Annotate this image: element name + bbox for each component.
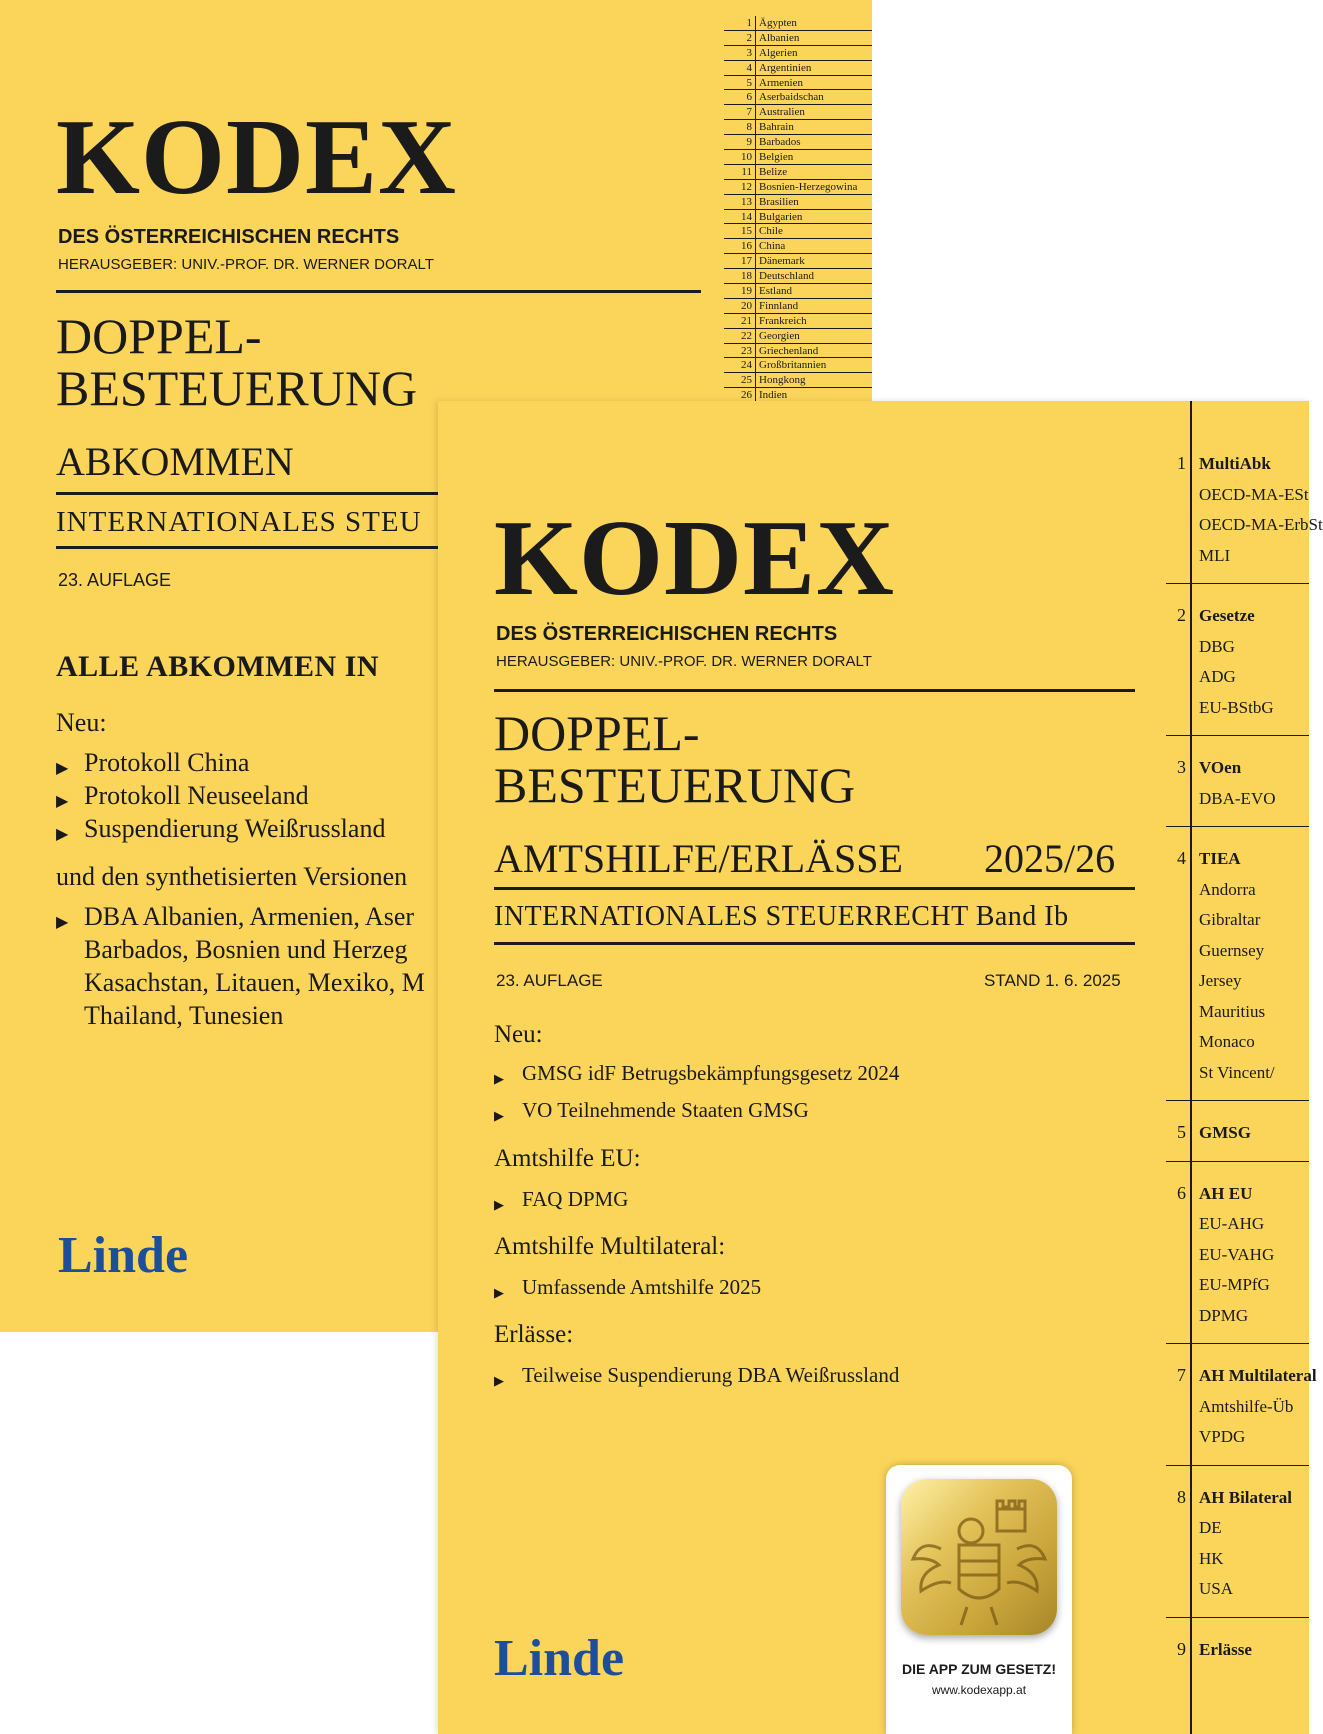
register-divider <box>1166 1343 1309 1344</box>
register-divider <box>1166 1100 1309 1101</box>
register-number: 16 <box>724 239 756 253</box>
divider <box>56 290 701 293</box>
edition: 23. AUFLAGE <box>496 971 603 990</box>
title-line2: BESTEUERUNG <box>494 757 856 813</box>
title-line1: DOPPEL- <box>494 705 700 761</box>
list-item: ▶ GMSG idF Betrugsbekämpfungsgesetz 2024 <box>494 1055 899 1092</box>
synth-text: und den synthetisierten Versionen <box>56 862 408 891</box>
register-number: 18 <box>724 269 756 283</box>
register-number: 23 <box>724 344 756 358</box>
register-row <box>724 284 872 299</box>
register-heading: GMSG <box>1199 1123 1251 1142</box>
list-item: ▶ Protokoll Neuseeland <box>56 779 385 812</box>
section-heading: Amtshilfe Multilateral: <box>494 1233 726 1260</box>
register-row <box>724 120 872 135</box>
register-item: DBA-EVO <box>1199 788 1276 808</box>
register-item: ADG <box>1199 667 1236 686</box>
register-row <box>724 254 872 269</box>
register-items <box>1199 1361 1317 1453</box>
list-item: ▶ DBA Albanien, Armenien, Aser <box>56 900 425 933</box>
register-item: EU-BStbG <box>1199 697 1274 717</box>
register-number: 4 <box>1177 848 1186 868</box>
list-item: ▶ Suspendierung Weißrussland <box>56 812 385 845</box>
register-number: 26 <box>724 388 756 402</box>
register-row <box>724 210 872 225</box>
editor-line: HERAUSGEBER: UNIV.-PROF. DR. WERNER DORALT <box>496 653 872 670</box>
register-country: Frankreich <box>759 314 807 327</box>
register-row <box>724 224 872 239</box>
arrow-icon: ▶ <box>56 825 69 843</box>
register-country: Armenien <box>759 76 803 89</box>
subtitle: AMTSHILFE/ERLÄSSE <box>494 836 903 881</box>
register-heading: AH Multilateral <box>1199 1366 1317 1385</box>
register-country: Finnland <box>759 299 799 312</box>
publisher-logo: Linde <box>494 1630 625 1687</box>
register-number: 9 <box>724 135 756 149</box>
register-item: EU-VAHG <box>1199 1244 1275 1264</box>
register-row <box>724 16 872 31</box>
register-number: 15 <box>724 224 756 238</box>
register-items <box>1199 753 1276 814</box>
new-label: Neu: <box>56 708 107 737</box>
register-number: 8 <box>1177 1486 1186 1507</box>
register-number: 2 <box>724 31 756 45</box>
register-country: Albanien <box>759 31 800 44</box>
register-items <box>1199 601 1274 723</box>
section-items <box>494 1357 899 1394</box>
register-row <box>724 61 872 76</box>
arrow-icon: ▶ <box>494 1107 505 1123</box>
year: 2025/26 <box>984 836 1116 881</box>
brand-title: KODEX <box>494 499 896 618</box>
front-book-cover <box>438 401 1323 1734</box>
register-rule <box>1190 401 1192 1734</box>
register-row <box>724 180 872 195</box>
divider <box>56 492 456 495</box>
arrow-icon: ▶ <box>56 792 69 810</box>
register-row <box>724 373 872 388</box>
title-line2: BESTEUERUNG <box>56 360 418 416</box>
register-number: 6 <box>1177 1182 1186 1203</box>
brand-title: KODEX <box>56 98 458 217</box>
register-number: 3 <box>1177 757 1186 777</box>
list-item: Thailand, Tunesien <box>84 1001 284 1030</box>
eagle-crest-icon <box>901 1479 1057 1635</box>
register-item: EU-MPfG <box>1199 1275 1270 1294</box>
register-row <box>724 76 872 91</box>
arrow-icon: ▶ <box>494 1284 505 1300</box>
list-item: ▶ Protokoll China <box>56 746 385 779</box>
register-country: Brasilien <box>759 195 799 208</box>
section-heading: Erlässe: <box>494 1321 574 1348</box>
register-country: Australien <box>759 106 805 119</box>
register-country: Großbritannien <box>759 359 827 372</box>
headline: ALLE ABKOMMEN IN <box>56 650 380 683</box>
register-item: DPMG <box>1199 1305 1249 1325</box>
register-row <box>724 195 872 210</box>
arrow-icon: ▶ <box>494 1372 505 1388</box>
register-item: St Vincent/ <box>1199 1062 1275 1082</box>
register-country: Deutschland <box>759 270 814 283</box>
register-item: USA <box>1199 1579 1234 1598</box>
register-number: 24 <box>724 358 756 372</box>
register-country: Algerien <box>759 46 798 59</box>
register-row <box>724 46 872 61</box>
register-number: 14 <box>724 210 756 224</box>
register-heading: Erlässe <box>1199 1639 1252 1659</box>
arrow-icon: ▶ <box>56 913 69 931</box>
register-row <box>724 90 872 105</box>
register-items <box>1199 1635 1252 1666</box>
register-items <box>1199 449 1323 571</box>
register-row <box>724 299 872 314</box>
register-item: DE <box>1199 1518 1222 1537</box>
register-number: 7 <box>724 105 756 119</box>
series-line: DES ÖSTERREICHISCHEN RECHTS <box>496 623 838 645</box>
register-number: 20 <box>724 299 756 313</box>
register-item: DBG <box>1199 636 1235 656</box>
register-country: Georgien <box>759 329 800 342</box>
register-heading: AH EU <box>1199 1183 1253 1203</box>
section-items <box>494 1181 628 1218</box>
register-number: 5 <box>1177 1122 1186 1142</box>
register-country: Dänemark <box>759 255 805 268</box>
register-number: 9 <box>1177 1638 1186 1659</box>
register-row <box>724 105 872 120</box>
status-date: STAND 1. 6. 2025 <box>984 971 1121 990</box>
register-divider <box>1166 1617 1309 1618</box>
register-items <box>1199 1118 1251 1149</box>
register-number: 1 <box>1177 453 1186 473</box>
title-line1: DOPPEL- <box>56 308 262 364</box>
register-number: 13 <box>724 195 756 209</box>
register-item: OECD-MA-ErbSt <box>1199 515 1323 534</box>
register-row <box>724 239 872 254</box>
register-country: Argentinien <box>759 61 812 74</box>
series-name: INTERNATIONALES STEUERRECHT Band Ib <box>494 901 1069 932</box>
register-heading: AH Bilateral <box>1199 1487 1293 1507</box>
register-item: VPDG <box>1199 1427 1246 1446</box>
register-number: 5 <box>724 76 756 90</box>
synth-items-list <box>56 900 425 1032</box>
series-line: DES ÖSTERREICHISCHEN RECHTS <box>58 226 400 248</box>
section-heading: Amtshilfe EU: <box>494 1145 641 1172</box>
register-number: 10 <box>724 150 756 164</box>
register-items <box>1199 1179 1274 1332</box>
register-divider <box>1166 1465 1309 1466</box>
register-item: Mauritius <box>1199 1001 1266 1021</box>
register-row <box>724 314 872 329</box>
register-number: 17 <box>724 254 756 268</box>
register-country: Griechenland <box>759 344 819 357</box>
register-divider <box>1166 1161 1309 1162</box>
register-heading: VOen <box>1199 758 1242 777</box>
subtitle: ABKOMMEN <box>56 439 294 484</box>
register-country: Indien <box>759 389 788 402</box>
register-row <box>724 269 872 284</box>
section-heading: Neu: <box>494 1021 543 1048</box>
register-country: Barbados <box>759 136 801 149</box>
list-item: Kasachstan, Litauen, Mexiko, M <box>84 968 425 997</box>
register-divider <box>1166 735 1309 736</box>
register-item: OECD-MA-ESt <box>1199 484 1309 504</box>
register-row <box>724 165 872 180</box>
register-number: 1 <box>724 16 756 30</box>
register-number: 6 <box>724 90 756 104</box>
register-heading: TIEA <box>1199 849 1241 868</box>
register-items <box>1199 1483 1292 1605</box>
register-item: Jersey <box>1199 971 1242 990</box>
register-number: 22 <box>724 329 756 343</box>
register-number: 2 <box>1177 605 1186 625</box>
register-number: 21 <box>724 314 756 328</box>
register-number: 8 <box>724 120 756 134</box>
register-number: 11 <box>724 165 756 179</box>
register-item: Guernsey <box>1199 940 1265 960</box>
register-row <box>724 329 872 344</box>
register-row <box>724 344 872 359</box>
app-badge-url[interactable]: www.kodexapp.at <box>931 1683 1027 1697</box>
list-item: ▶ FAQ DPMG <box>494 1181 628 1218</box>
app-badge-text: DIE APP ZUM GESETZ! <box>901 1661 1056 1677</box>
section-items <box>494 1055 899 1129</box>
register-divider <box>1166 826 1309 827</box>
section-register <box>1166 401 1323 1734</box>
list-item: ▶ Teilweise Suspendierung DBA Weißrussland <box>494 1357 899 1394</box>
register-number: 7 <box>1177 1365 1186 1385</box>
register-country: Bahrain <box>759 121 794 134</box>
divider <box>56 546 456 549</box>
publisher-logo: Linde <box>58 1227 189 1284</box>
register-item: Amtshilfe-Üb <box>1199 1396 1294 1416</box>
register-country: Ägypten <box>759 17 797 29</box>
series-name: INTERNATIONALES STEU <box>56 506 422 538</box>
register-country: Bosnien-Herzegowina <box>759 180 858 193</box>
editor-line: HERAUSGEBER: UNIV.-PROF. DR. WERNER DORALT <box>58 256 434 273</box>
app-badge[interactable] <box>886 1465 1072 1734</box>
register-country: China <box>759 240 786 253</box>
register-items <box>1199 844 1275 1088</box>
register-number: 3 <box>724 46 756 60</box>
register-heading: MultiAbk <box>1199 454 1271 473</box>
divider <box>494 887 1135 890</box>
arrow-icon: ▶ <box>56 759 69 777</box>
divider <box>494 689 1135 692</box>
register-number: 12 <box>724 180 756 194</box>
list-item: ▶ VO Teilnehmende Staaten GMSG <box>494 1092 899 1129</box>
register-country: Estland <box>759 285 792 298</box>
new-items-list <box>56 746 385 845</box>
register-item: Gibraltar <box>1199 910 1261 929</box>
register-country: Belgien <box>759 151 794 164</box>
register-item: MLI <box>1199 545 1231 565</box>
list-item: ▶ Umfassende Amtshilfe 2025 <box>494 1269 761 1306</box>
register-item: HK <box>1199 1548 1224 1568</box>
register-row <box>724 135 872 150</box>
list-item: Barbados, Bosnien und Herzeg <box>84 935 408 964</box>
register-number: 25 <box>724 373 756 387</box>
register-country: Hongkong <box>759 374 806 387</box>
register-item: EU-AHG <box>1199 1214 1265 1233</box>
register-row <box>724 31 872 46</box>
register-country: Chile <box>759 225 783 238</box>
register-divider <box>1166 583 1309 584</box>
country-register <box>724 16 872 418</box>
register-heading: Gesetze <box>1199 606 1255 625</box>
edition: 23. AUFLAGE <box>58 570 172 590</box>
section-items <box>494 1269 761 1306</box>
register-number: 19 <box>724 284 756 298</box>
register-country: Belize <box>759 165 788 178</box>
register-item: Andorra <box>1199 879 1256 899</box>
register-country: Bulgarien <box>759 210 803 223</box>
arrow-icon: ▶ <box>494 1070 505 1086</box>
register-country: Aserbaidschan <box>759 91 824 104</box>
register-row <box>724 150 872 165</box>
divider <box>494 942 1135 945</box>
register-item: Monaco <box>1199 1032 1255 1051</box>
register-number: 4 <box>724 61 756 75</box>
arrow-icon: ▶ <box>494 1196 505 1212</box>
register-row <box>724 358 872 373</box>
